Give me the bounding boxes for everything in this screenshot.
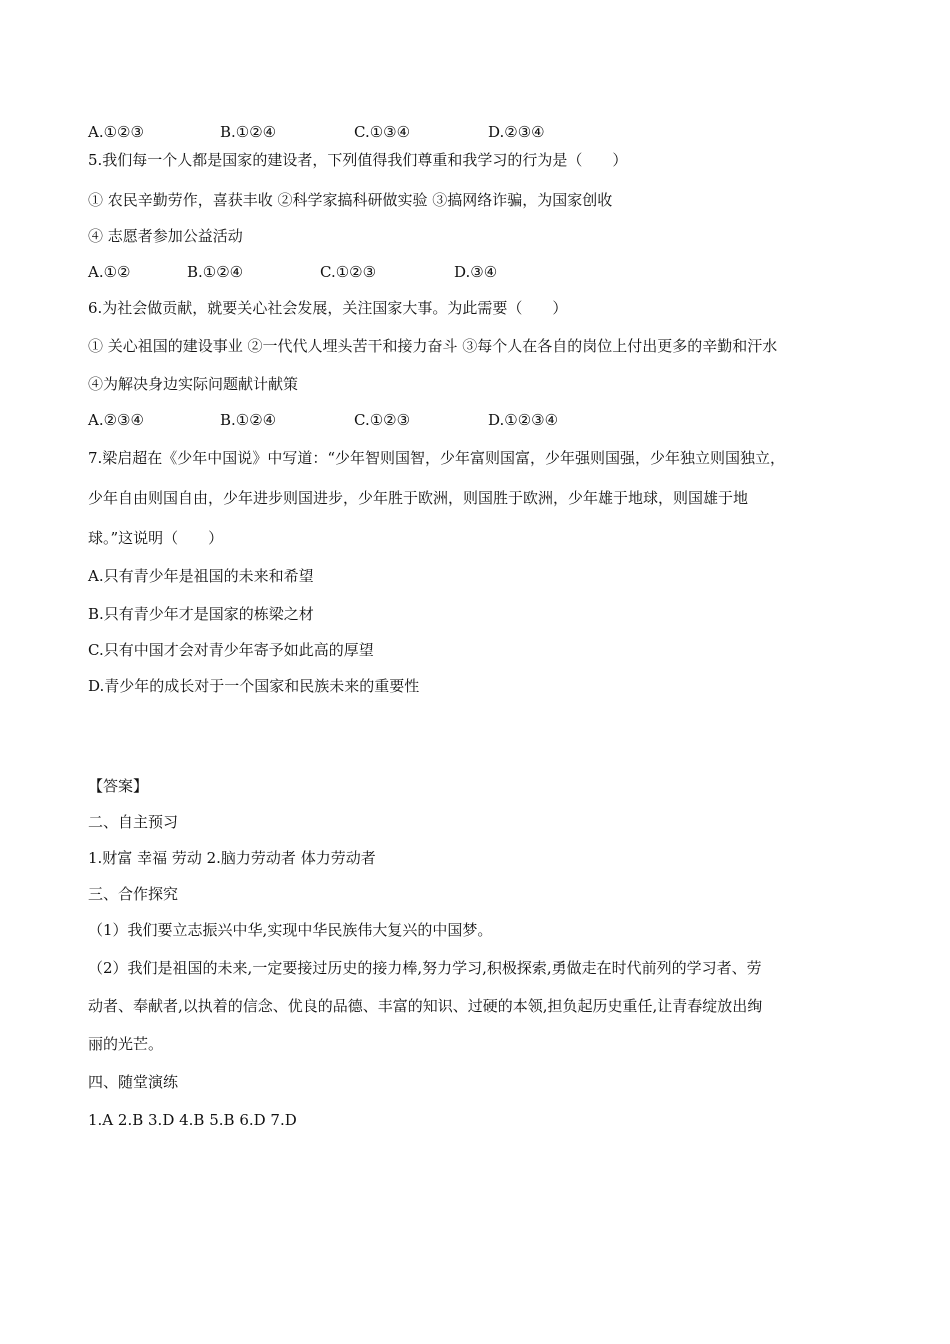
q7-stem-line1: 7.梁启超在《少年中国说》中写道：“少年智则国智，少年富则国富，少年强则国强，少年独立则国独立， — [88, 449, 785, 467]
q4-option-a: A.①②③ — [88, 123, 144, 141]
section-4-content: 1.A 2.B 3.D 4.B 5.B 6.D 7.D — [88, 1111, 297, 1129]
section-3-title: 三、合作探究 — [88, 885, 179, 903]
q5-option-d: D.③④ — [454, 263, 498, 281]
section-2-title: 二、自主预习 — [88, 813, 179, 831]
q7-choice-d: D.青少年的成长对于一个国家和民族未来的重要性 — [88, 677, 420, 695]
q5-items-line2: ④ 志愿者参加公益活动 — [88, 227, 243, 245]
q7-choice-b: B.只有青少年才是国家的栋梁之材 — [88, 605, 314, 623]
q6-option-b: B.①②④ — [220, 411, 277, 429]
q7-stem-line3: 球。”这说明（ ） — [88, 529, 224, 547]
section-4-title: 四、随堂演练 — [88, 1073, 179, 1091]
q6-option-a: A.②③④ — [88, 411, 144, 429]
q6-stem: 6.为社会做贡献，就要关心社会发展，关注国家大事。为此需要（ ） — [88, 299, 568, 317]
section-3-paragraph-2-line1: （2）我们是祖国的未来,一定要接过历史的接力棒,努力学习,积极探索,勇做走在时代前列的学习者、劳 — [88, 959, 762, 977]
q5-stem: 5.我们每一个人都是国家的建设者，下列值得我们尊重和我学习的行为是（ ） — [88, 151, 628, 169]
section-3-paragraph-2-line3: 丽的光芒。 — [88, 1035, 164, 1053]
q5-items-line1: ① 农民辛勤劳作，喜获丰收 ②科学家搞科研做实验 ③搞网络诈骗，为国家创收 — [88, 191, 613, 209]
q5-option-a: A.①② — [88, 263, 131, 281]
q7-stem-line2: 少年自由则国自由，少年进步则国进步，少年胜于欧洲，则国胜于欧洲，少年雄于地球，则国雄于地 — [88, 489, 749, 507]
q7-choice-a: A.只有青少年是祖国的未来和希望 — [88, 567, 314, 585]
q6-option-d: D.①②③④ — [488, 411, 559, 429]
q6-option-c: C.①②③ — [354, 411, 411, 429]
q6-items-line1: ① 关心祖国的建设事业 ②一代代人埋头苦干和接力奋斗 ③每个人在各自的岗位上付出更多的辛勤和汗水 — [88, 337, 778, 355]
answers-heading: 【答案】 — [88, 777, 149, 795]
section-3-paragraph-2-line2: 动者、奉献者,以执着的信念、优良的品德、丰富的知识、过硬的本领,担负起历史重任,让青春绽放出绚 — [88, 997, 763, 1015]
q5-option-b: B.①②④ — [187, 263, 244, 281]
q4-option-b: B.①②④ — [220, 123, 277, 141]
section-3-paragraph-1: （1）我们要立志振兴中华,实现中华民族伟大复兴的中国梦。 — [88, 921, 493, 939]
section-2-content: 1.财富 幸福 劳动 2.脑力劳动者 体力劳动者 — [88, 849, 376, 867]
q4-option-c: C.①③④ — [354, 123, 411, 141]
q5-option-c: C.①②③ — [320, 263, 377, 281]
q7-choice-c: C.只有中国才会对青少年寄予如此高的厚望 — [88, 641, 374, 659]
q4-option-d: D.②③④ — [488, 123, 545, 141]
q6-items-line2: ④为解决身边实际问题献计献策 — [88, 375, 299, 393]
